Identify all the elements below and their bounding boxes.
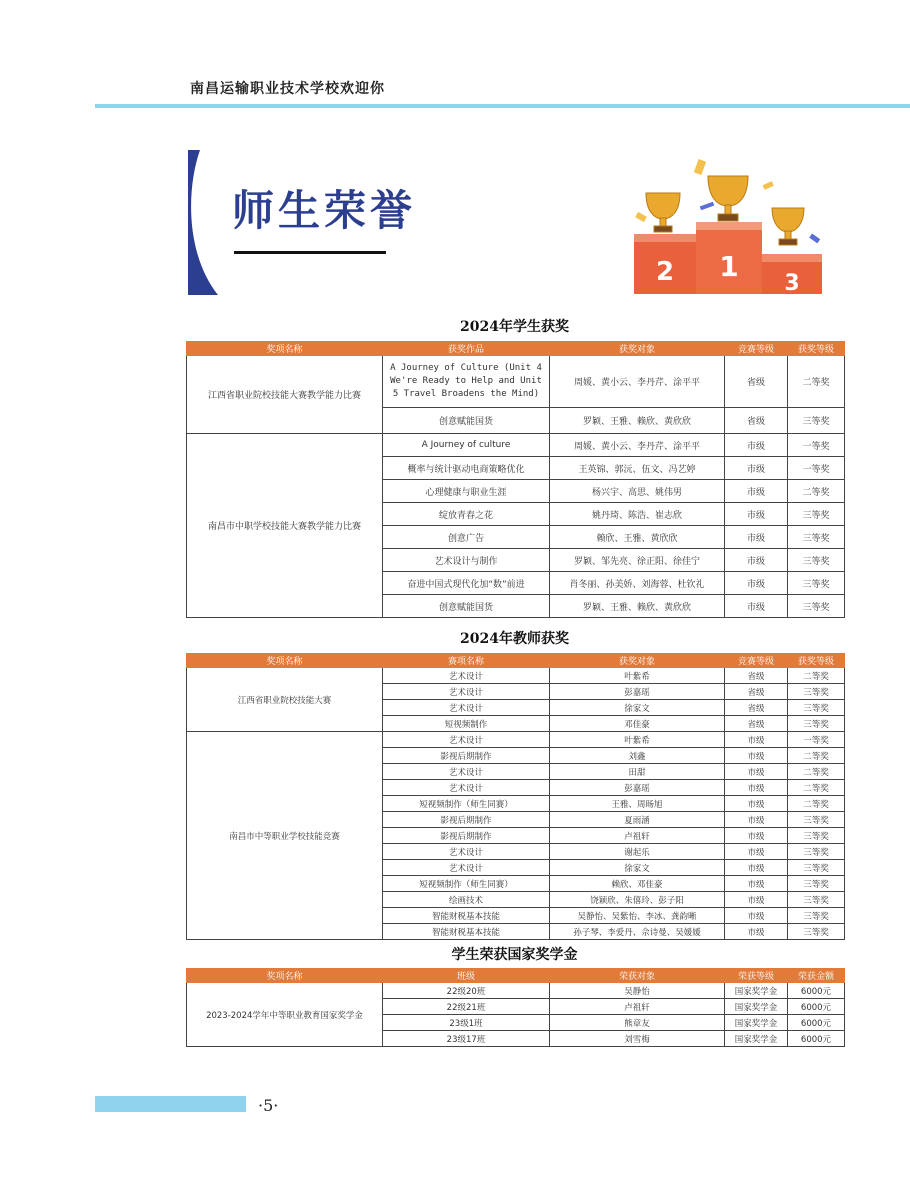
winner-cell: 刘雪梅 <box>550 1031 725 1047</box>
prize-cell: 三等奖 <box>788 700 845 716</box>
event-cell: 绘画技术 <box>383 892 550 908</box>
winner-cell: 饶颖欣、朱僖玲、彭子阳 <box>550 892 725 908</box>
level-cell: 省级 <box>725 684 788 700</box>
award-name-cell: 江西省职业院校技能大赛教学能力比赛 <box>187 356 383 434</box>
class-cell: 23级17班 <box>383 1031 550 1047</box>
winner-cell: 卢祖轩 <box>550 999 725 1015</box>
work-cell: 概率与统计驱动电商策略优化 <box>383 457 550 480</box>
work-cell: 心理健康与职业生涯 <box>383 480 550 503</box>
teacher-awards-table <box>186 653 845 940</box>
column-header: 荣获等级 <box>725 969 788 983</box>
prize-cell: 三等奖 <box>788 549 845 572</box>
event-cell: 艺术设计 <box>383 732 550 748</box>
table-row <box>187 356 845 408</box>
prize-cell: 三等奖 <box>788 924 845 940</box>
column-header: 奖项名称 <box>187 342 383 356</box>
level-cell: 省级 <box>725 668 788 684</box>
column-header: 赛项名称 <box>383 654 550 668</box>
prize-cell: 三等奖 <box>788 684 845 700</box>
winner-cell: 田甜 <box>550 764 725 780</box>
event-cell: 艺术设计 <box>383 780 550 796</box>
podium-rank-1: 1 <box>719 250 739 283</box>
winner-cell: 周媛、黄小云、李丹芹、涂平平 <box>550 434 725 457</box>
prize-cell: 二等奖 <box>788 748 845 764</box>
level-cell: 市级 <box>725 828 788 844</box>
winner-cell: 徐家文 <box>550 860 725 876</box>
column-header: 获奖作品 <box>383 342 550 356</box>
level-cell: 市级 <box>725 572 788 595</box>
page-number: ·5· <box>258 1096 279 1115</box>
level-cell: 市级 <box>725 764 788 780</box>
column-header: 竞赛等级 <box>725 654 788 668</box>
scholarship-table <box>186 968 845 1047</box>
level-cell: 市级 <box>725 860 788 876</box>
class-cell: 22级20班 <box>383 983 550 999</box>
prize-cell: 三等奖 <box>788 716 845 732</box>
podium-rank-3: 3 <box>784 271 800 296</box>
column-header: 荣获金额 <box>788 969 845 983</box>
prize-cell: 二等奖 <box>788 356 845 408</box>
event-cell: 艺术设计 <box>383 684 550 700</box>
student-awards-title: 2024年学生获奖 <box>460 319 569 335</box>
student-awards-table <box>186 341 845 618</box>
footer-bar <box>95 1096 246 1112</box>
table-header-row <box>187 342 845 356</box>
event-cell: 艺术设计 <box>383 700 550 716</box>
winner-cell: 王雅、周旸旭 <box>550 796 725 812</box>
column-header: 奖项名称 <box>187 654 383 668</box>
prize-cell: 二等奖 <box>788 796 845 812</box>
winner-cell: 彭嘉瑶 <box>550 780 725 796</box>
column-header: 获奖等级 <box>788 342 845 356</box>
level-cell: 国家奖学金 <box>725 983 788 999</box>
level-cell: 市级 <box>725 780 788 796</box>
amount-cell: 6000元 <box>788 999 845 1015</box>
award-name-cell: 2023-2024学年中等职业教育国家奖学金 <box>187 983 383 1047</box>
column-header: 荣获对象 <box>550 969 725 983</box>
winner-cell: 吴静怡、吴紫怡、李冰、龚韵晰 <box>550 908 725 924</box>
winner-cell: 姚丹琦、陈浩、崔志欣 <box>550 503 725 526</box>
class-cell: 23级1班 <box>383 1015 550 1031</box>
teacher-awards-title: 2024年教师获奖 <box>460 631 569 647</box>
level-cell: 市级 <box>725 434 788 457</box>
amount-cell: 6000元 <box>788 983 845 999</box>
prize-cell: 三等奖 <box>788 408 845 434</box>
winner-cell: 谢起乐 <box>550 844 725 860</box>
level-cell: 市级 <box>725 526 788 549</box>
level-cell: 市级 <box>725 480 788 503</box>
winner-cell: 徐家文 <box>550 700 725 716</box>
winner-cell: 熊章友 <box>550 1015 725 1031</box>
winner-cell: 吴静怡 <box>550 983 725 999</box>
level-cell: 省级 <box>725 716 788 732</box>
table-row <box>187 668 845 684</box>
prize-cell: 二等奖 <box>788 668 845 684</box>
winner-cell: 叶紫希 <box>550 668 725 684</box>
prize-cell: 三等奖 <box>788 503 845 526</box>
prize-cell: 三等奖 <box>788 892 845 908</box>
level-cell: 省级 <box>725 356 788 408</box>
level-cell: 国家奖学金 <box>725 999 788 1015</box>
prize-cell: 一等奖 <box>788 434 845 457</box>
column-header: 班级 <box>383 969 550 983</box>
event-cell: 艺术设计 <box>383 844 550 860</box>
award-name-cell: 南昌市中职学校技能大赛教学能力比赛 <box>187 434 383 618</box>
header-title: 南昌运输职业技术学校欢迎你 <box>190 81 385 97</box>
table-row <box>187 434 845 457</box>
event-cell: 智能财税基本技能 <box>383 908 550 924</box>
winner-cell: 周媛、黄小云、李丹芹、涂平平 <box>550 356 725 408</box>
level-cell: 国家奖学金 <box>725 1031 788 1047</box>
prize-cell: 二等奖 <box>788 764 845 780</box>
event-cell: 短视频制作（师生同赛） <box>383 876 550 892</box>
work-cell: 创意赋能国货 <box>383 408 550 434</box>
work-cell: 绽放青春之花 <box>383 503 550 526</box>
scholarship-title: 学生荣获国家奖学金 <box>451 947 578 963</box>
event-cell: 艺术设计 <box>383 860 550 876</box>
event-cell: 短视频制作（师生同赛） <box>383 796 550 812</box>
work-cell: 奋进中国式现代化加“数”前进 <box>383 572 550 595</box>
level-cell: 市级 <box>725 796 788 812</box>
podium-rank-2: 2 <box>655 257 675 287</box>
level-cell: 市级 <box>725 595 788 618</box>
column-header: 获奖对象 <box>550 654 725 668</box>
prize-cell: 二等奖 <box>788 780 845 796</box>
table-header-row <box>187 654 845 668</box>
prize-cell: 一等奖 <box>788 732 845 748</box>
level-cell: 市级 <box>725 503 788 526</box>
work-cell: 创意赋能国货 <box>383 595 550 618</box>
column-header: 获奖对象 <box>550 342 725 356</box>
level-cell: 省级 <box>725 700 788 716</box>
class-cell: 22级21班 <box>383 999 550 1015</box>
winner-cell: 叶紫希 <box>550 732 725 748</box>
level-cell: 市级 <box>725 732 788 748</box>
header-rule <box>95 104 910 108</box>
work-cell: A Journey of culture <box>383 434 550 457</box>
work-cell: 艺术设计与制作 <box>383 549 550 572</box>
level-cell: 市级 <box>725 924 788 940</box>
prize-cell: 三等奖 <box>788 812 845 828</box>
prize-cell: 三等奖 <box>788 876 845 892</box>
prize-cell: 三等奖 <box>788 860 845 876</box>
winner-cell: 邓佳豪 <box>550 716 725 732</box>
prize-cell: 二等奖 <box>788 480 845 503</box>
winner-cell: 赖欣、王雅、黄欣欣 <box>550 526 725 549</box>
level-cell: 市级 <box>725 908 788 924</box>
level-cell: 市级 <box>725 748 788 764</box>
level-cell: 省级 <box>725 408 788 434</box>
winner-cell: 夏雨涵 <box>550 812 725 828</box>
level-cell: 国家奖学金 <box>725 1015 788 1031</box>
winner-cell: 罗颖、王雅、赖欣、黄欣欣 <box>550 595 725 618</box>
event-cell: 影视后期制作 <box>383 828 550 844</box>
work-cell: 创意广告 <box>383 526 550 549</box>
award-name-cell: 南昌市中等职业学校技能竞赛 <box>187 732 383 940</box>
event-cell: 艺术设计 <box>383 764 550 780</box>
winner-cell: 王英锦、郭沅、伍文、冯艺婷 <box>550 457 725 480</box>
prize-cell: 三等奖 <box>788 572 845 595</box>
trophy-podium-icon <box>628 148 828 298</box>
level-cell: 市级 <box>725 892 788 908</box>
event-cell: 智能财税基本技能 <box>383 924 550 940</box>
prize-cell: 一等奖 <box>788 457 845 480</box>
winner-cell: 罗颖、王雅、赖欣、黄欣欣 <box>550 408 725 434</box>
prize-cell: 三等奖 <box>788 595 845 618</box>
prize-cell: 三等奖 <box>788 844 845 860</box>
title-underline <box>234 251 386 254</box>
table-row <box>187 732 845 748</box>
winner-cell: 刘鑫 <box>550 748 725 764</box>
prize-cell: 三等奖 <box>788 526 845 549</box>
winner-cell: 杨兴宇、高思、姚伟男 <box>550 480 725 503</box>
column-header: 奖项名称 <box>187 969 383 983</box>
amount-cell: 6000元 <box>788 1031 845 1047</box>
prize-cell: 三等奖 <box>788 828 845 844</box>
level-cell: 市级 <box>725 876 788 892</box>
page-title: 师生荣誉 <box>232 186 417 235</box>
table-row <box>187 983 845 999</box>
winner-cell: 肖冬丽、孙美娇、刘海蓉、杜钦礼 <box>550 572 725 595</box>
winner-cell: 彭嘉瑶 <box>550 684 725 700</box>
level-cell: 市级 <box>725 812 788 828</box>
level-cell: 市级 <box>725 549 788 572</box>
event-cell: 影视后期制作 <box>383 748 550 764</box>
award-name-cell: 江西省职业院校技能大赛 <box>187 668 383 732</box>
table-header-row <box>187 969 845 983</box>
winner-cell: 孙子琴、李爱丹、佘诗曼、吴媛媛 <box>550 924 725 940</box>
winner-cell: 卢祖轩 <box>550 828 725 844</box>
level-cell: 市级 <box>725 844 788 860</box>
event-cell: 艺术设计 <box>383 668 550 684</box>
blue-bracket-decoration <box>178 150 218 295</box>
prize-cell: 三等奖 <box>788 908 845 924</box>
winner-cell: 罗颖、邹先亮、徐正阳、徐佳宁 <box>550 549 725 572</box>
amount-cell: 6000元 <box>788 1015 845 1031</box>
level-cell: 市级 <box>725 457 788 480</box>
event-cell: 短视频制作 <box>383 716 550 732</box>
column-header: 获奖等级 <box>788 654 845 668</box>
work-cell: A Journey of Culture (Unit 4 We're Ready to Help and Unit 5 Travel Broadens the Mind) <box>383 356 550 408</box>
event-cell: 影视后期制作 <box>383 812 550 828</box>
column-header: 竞赛等级 <box>725 342 788 356</box>
winner-cell: 赖欣、邓佳豪 <box>550 876 725 892</box>
